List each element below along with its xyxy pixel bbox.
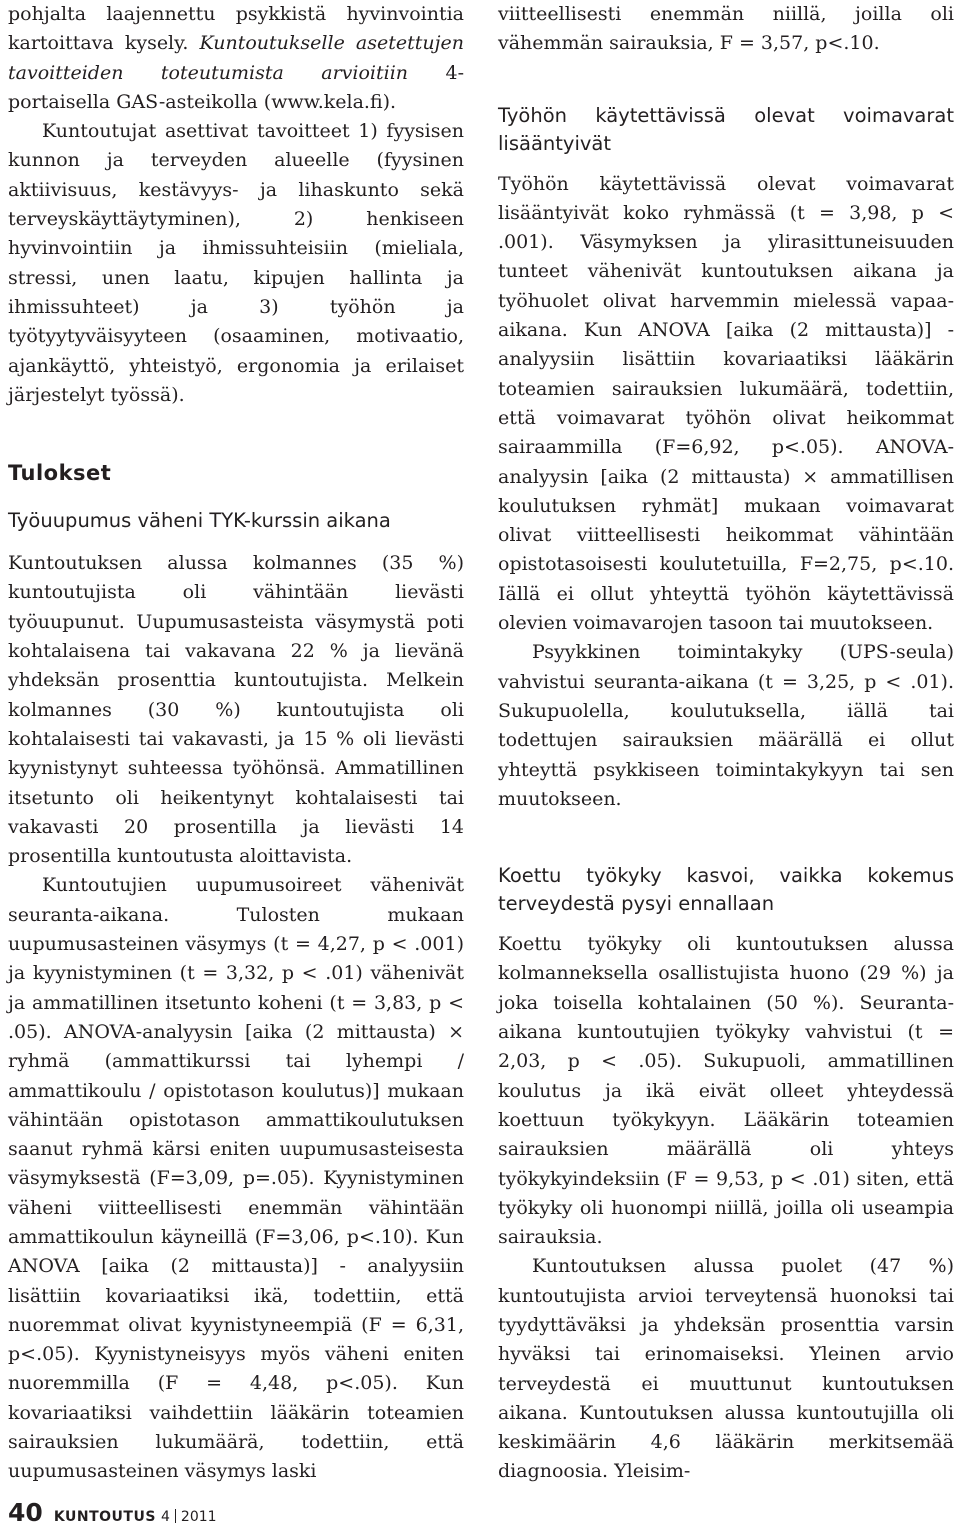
resources-subheading: Työhön käytettävissä olevat voimavarat lisääntyivät [498,103,954,155]
intro-italic-text: Kuntoutukselle asetettujen tavoitteiden toteutumista arvioitiin [8,32,464,84]
page-footer [8,1498,217,1527]
issue-year: 2011 [180,1509,217,1525]
footer-separator [175,1509,176,1523]
burnout-paragraph-1: Kuntoutuksen alussa kolmannes (35 %) kuntoutujista oli vähintään lievästi työuupunut. Uupumusasteista väsymystä poti kohtalaisena tai vakavana 22 % ja lievänä yhdeksän prosenttia kuntoutujista. Melkein kolmannes (30 %) kuntoutujista oli kohtalaisesti tai vakavasti, ja 15 % oli lievästi kyynistynyt suhteessa työhönsä. Ammatillinen itsetunto oli heikentynyt kohtalaisesti tai vakavasti 20 prosentilla ja lievästi 14 prosentilla kuntoutusta aloittavista. [8,552,464,868]
burnout-subheading: Työuupumus väheni TYK-kurssin aikana [8,509,391,533]
page-number: 40 [8,1498,43,1527]
workability-paragraph-2: Kuntoutuksen alussa puolet (47 %) kuntoutujista arvioi terveytensä huonoksi tai tyydyttäväksi ja yhdeksän prosenttia varsin hyväksi tai erinomaiseksi. Yleinen arvio terveydestä ei muuttunut kuntoutuksen aikana. Kuntoutuksen alussa kuntoutujilla oli keskimäärin 4,6 lääkärin merkitsemää diagnoosia. Yleisim- [498,1255,954,1483]
issue-number: 4 [161,1509,170,1525]
burnout-paragraph-2: Kuntoutujien uupumusoireet vähenivät seuranta-aikana. Tulosten mukaan uupumusasteinen väsymys (t = 4,27, p < .001) ja kyynistyminen (t = 3,32, p < .01) vähenivät ja ammatillinen itsetunto koheni (t = 3,83, p < .05). ANOVA-analyysin [aika (2 mittausta) × ryhmä (ammattikurssi tai lyhempi / ammattikoulu / opistotason koulutus)] mukaan vähintään opistotason ammattikoulutuksen saanut ryhmä kärsi eniten uupumusasteisesta väsymyksestä (F=3,09, p=.05). Kyynistyminen väheni viitteellisesti enemmän vähintään ammattikoulun käyneillä (F=3,06, p<.10). Kun ANOVA [aika (2 mittausta)] - analyysiin lisättiin kovariaatiksi ikä, todettiin, että nuoremmat olivat kyynistyneempiä (F = 6,31, p<.05). Kyynistyneisyys myös väheni eniten nuoremmilla (F = 4,48, p<.05). Kun kovariaatiksi vaihdettiin lääkärin toteamien sairauksien lukumäärä, todettiin, että uupumusasteinen väsymys laski [8,874,464,1483]
intro-text-end: 4-portaisella GAS-asteikolla (www.kela.fi). [8,61,464,113]
intro-paragraph-2: Kuntoutujat asettivat tavoitteet 1) fyysisen kunnon ja terveyden alueelle (fyysinen aktiivisuus, kestävyys- ja lihaskunto sekä terveyskäyttäytyminen), 2) henkiseen hyvinvointiin ja ihmissuhteisiin (mieliala, stressi, unen laatu, kipujen hallinta ja ihmissuhteet) ja 3) työhön ja työtyytyväisyyteen (osaaminen, motivaatio, ajankäyttö, yhteistyö, ergonomia ja erilaiset järjestelyt työssä). [8,120,464,406]
left-column [8,0,464,1487]
resources-paragraph-1: Työhön käytettävissä olevat voimavarat lisääntyivät koko ryhmässä (t = 3,98, p < .001). Väsymyksen ja ylirasittuneisuuden tunteet vähenivät kuntoutuksen aikana ja työhuolet olivat harvemmin mielessä vapaa-aikana. Kun ANOVA [aika (2 mittausta)] -analyysiin lisättiin kovariaatiksi lääkärin toteamien sairauksien lukumäärä, todettiin, että voimavarat työhön olivat heikommat sairaammilla (F=6,92, p<.05). ANOVA-analyysin [aika (2 mittausta) × ammatillisen koulutuksen ryhmät] mukaan voimavarat olivat viitteellisesti heikommat vähintään opistotasoisesti koulutetuilla, F=2,75, p<.10. Iällä ei ollut yhteyttä työhön käytettävissä olevien voimavarojen tasoon tai muutokseen. [498,172,954,635]
workability-subheading: Koettu työkyky kasvoi, vaikka kokemus terveydestä pysyi ennallaan [498,864,954,916]
right-column [498,0,954,1487]
carryover-paragraph: viitteellisesti enemmän niillä, joilla oli vähemmän sairauksia, F = 3,57, p<.10. [498,3,954,55]
intro-paragraph-1 [8,0,464,117]
results-heading: Tulokset [8,461,112,486]
intro-text: pohjalta laajennettu psykkistä hyvinvointia kartoittava kysely. [8,3,464,55]
journal-name: KUNTOUTUS [53,1509,156,1525]
resources-paragraph-2: Psyykkinen toimintakyky (UPS-seula) vahvistui seuranta-aikana (t = 3,25, p < .01). Sukupuolella, koulutuksella, iällä tai todettujen sairauksien määrällä ei ollut yhteyttä psykkiseen toimintakykyyn tai sen muutokseen. [498,641,954,810]
workability-paragraph-1: Koettu työkyky oli kuntoutuksen alussa kolmanneksella osallistujista huono (29 %) ja joka toisella kohtalainen (50 %). Seuranta-aikana kuntoutujien työkyky vahvistui (t = 2,03, p < .05). Sukupuoli, ammatillinen koulutus ja ikä eivät olleet yhteydessä koettuun työkykyyn. Lääkärin toteamien sairauksien määrällä oli yhteys työkykyindeksiin (F = 9,53, p < .01) siten, että työkyky oli huonompi niillä, joilla oli useampia sairauksia. [498,933,954,1249]
